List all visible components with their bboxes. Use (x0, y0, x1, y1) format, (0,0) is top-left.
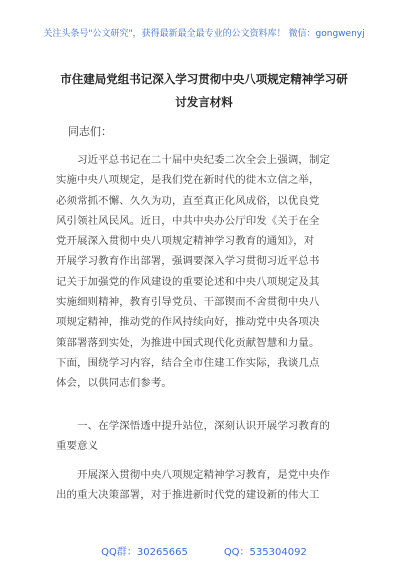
text-line: 一、在学深悟透中提升站位，深刻认识开展学习教育的 (56, 420, 331, 432)
text-line: 实施中央八项规定，是我们党在新时代的徙木立信之举， (56, 174, 320, 187)
text-line: 重要意义 (56, 440, 99, 453)
text-line: 项规定精神，推动党的作风持续向好，推动党中央各项决 (56, 316, 320, 329)
document-title (40, 68, 368, 114)
qq-number: QQ：535304092 (223, 547, 307, 558)
paragraph-2 (56, 465, 356, 506)
section-heading-1 (56, 416, 356, 457)
text-line: 必须常抓不懈、久久为功，直至真正化风成俗，以优良党 (56, 194, 320, 207)
text-line: 记关于加强党的作风建设的重要论述和中央八项规定及其 (56, 275, 320, 288)
text-line: 出的重大决策部署，对于推进新时代党的建设新的伟大工 (56, 489, 320, 502)
header-promo-note: 关注头条号"公文研究"，获得最新最全最专业的公文资料库！ 微信：gongwenyj (43, 29, 365, 39)
text-line: 风引领社风民风。近日，中共中央办公厅印发《关于在全 (56, 214, 320, 227)
text-line: 习近平总书记在二十届中央纪委二次全会上强调，制定 (56, 154, 331, 166)
text-line: 党开展深入贯彻中央八项规定精神学习教育的通知》，对 (56, 235, 315, 248)
paragraph-1 (56, 150, 356, 394)
text-line: 实施细则精神，教育引导党员、干部锲而不舍贯彻中央八 (56, 296, 320, 309)
text-line: 开展学习教育作出部署，强调要深入学习贯彻习近平总书 (56, 255, 320, 268)
greeting: 同志们： (68, 125, 112, 138)
text-line: 下面，围绕学习内容，结合全市住建工作实际，我谈几点 (56, 356, 320, 369)
text-line: 开展深入贯彻中央八项规定精神学习教育，是党中央作 (56, 469, 331, 481)
title-line: 市住建局党组书记深入学习贯彻中央八项规定精神学习研 (60, 72, 348, 86)
title-line: 讨发言材料 (175, 95, 233, 109)
text-line: 体会，以供同志们参考。 (56, 377, 172, 390)
qq-group-number: QQ群：30265665 (101, 547, 188, 558)
text-line: 策部署落到实处，为推进中国式现代化贡献智慧和力量。 (56, 336, 320, 349)
footer-contacts (0, 543, 408, 558)
